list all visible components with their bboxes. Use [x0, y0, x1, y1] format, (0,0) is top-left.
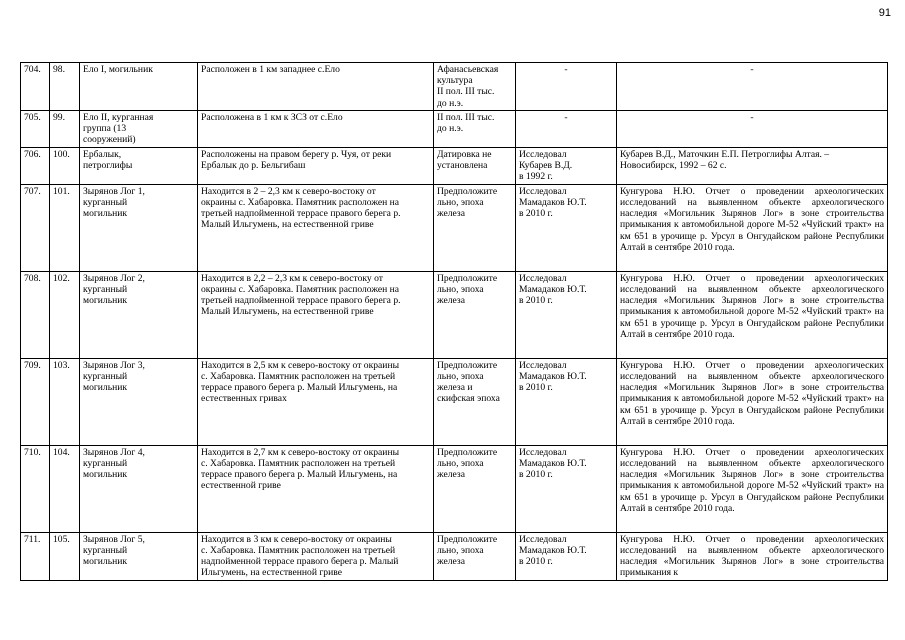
- monument-researcher: -: [516, 63, 617, 111]
- monument-dating: II пол. III тыс. до н.э.: [434, 110, 516, 147]
- monument-location: Расположен в 1 км западнее с.Ело: [198, 63, 434, 111]
- row-number: 708.: [21, 271, 50, 358]
- monument-dating: Афанасьевская культура II пол. III тыс. до н.э.: [434, 63, 516, 111]
- row-number: 709.: [21, 358, 50, 445]
- table-row: [21, 271, 888, 358]
- monument-dating: Предположите льно, эпоха железа и скифская эпоха: [434, 358, 516, 445]
- row-subnumber: 98.: [50, 63, 80, 111]
- page-number: 91: [878, 7, 891, 19]
- row-subnumber: 105.: [50, 532, 80, 580]
- monument-name: Ело II, курганная группа (13 сооружений): [80, 110, 198, 147]
- row-number: 711.: [21, 532, 50, 580]
- row-subnumber: 100.: [50, 147, 80, 184]
- row-subnumber: 101.: [50, 184, 80, 271]
- monument-researcher: Исследовал Мамадаков Ю.Т. в 2010 г.: [516, 445, 617, 532]
- monument-researcher: -: [516, 110, 617, 147]
- monument-literature: Кунгурова Н.Ю. Отчет о проведении археологических исследований на выявленном объекте археологического наследия «Могильник Зырянов Лог» в зоне строительства примыкания к автомобильной дороге М-52 «Чуйский тракт» на км 651 в урочище р. Урсул в Онгудайском районе Республики Алтай в сентябре 2010 года.: [617, 358, 888, 445]
- monument-location: Находится в 2,2 – 2,3 км к северо-востоку от окраины с. Хабаровка. Памятник расположен на третьей надпойменной террасе правого берега р. Малый Ильгумень, на естественной гриве: [198, 271, 434, 358]
- table-row: [21, 147, 888, 184]
- row-subnumber: 102.: [50, 271, 80, 358]
- monument-location: Расположены на правом берегу р. Чуя, от реки Ербалык до р. Бельгибаш: [198, 147, 434, 184]
- monument-name: Зырянов Лог 3, курганный могильник: [80, 358, 198, 445]
- monument-dating: Предположите льно, эпоха железа: [434, 184, 516, 271]
- table-row: [21, 445, 888, 532]
- monument-dating: Предположите льно, эпоха железа: [434, 445, 516, 532]
- monument-literature: Кунгурова Н.Ю. Отчет о проведении археологических исследований на выявленном объекте археологического наследия «Могильник Зырянов Лог» в зоне строительства примыкания к автомобильной дороге М-52 «Чуйский тракт» на км 651 в урочище р. Урсул в Онгудайском районе Республики Алтай в сентябре 2010 года.: [617, 445, 888, 532]
- row-number: 710.: [21, 445, 50, 532]
- table-row: [21, 63, 888, 111]
- monument-researcher: Исследовал Мамадаков Ю.Т. в 2010 г.: [516, 532, 617, 580]
- monuments-table: [20, 62, 888, 581]
- monument-researcher: Исследовал Мамадаков Ю.Т. в 2010 г.: [516, 358, 617, 445]
- table-row: [21, 110, 888, 147]
- row-number: 706.: [21, 147, 50, 184]
- row-number: 707.: [21, 184, 50, 271]
- row-subnumber: 99.: [50, 110, 80, 147]
- monument-name: Зырянов Лог 2, курганный могильник: [80, 271, 198, 358]
- monument-name: Зырянов Лог 1, курганный могильник: [80, 184, 198, 271]
- monument-literature: Кунгурова Н.Ю. Отчет о проведении археологических исследований на выявленном объекте археологического наследия «Могильник Зырянов Лог» в зоне строительства примыкания к: [617, 532, 888, 580]
- row-subnumber: 104.: [50, 445, 80, 532]
- monument-location: Расположена в 1 км к ЗСЗ от с.Ело: [198, 110, 434, 147]
- monument-literature: Кунгурова Н.Ю. Отчет о проведении археологических исследований на выявленном объекте археологического наследия «Могильник Зырянов Лог» в зоне строительства примыкания к автомобильной дороге М-52 «Чуйский тракт» на км 651 в урочище р. Урсул в Онгудайском районе Республики Алтай в сентябре 2010 года.: [617, 184, 888, 271]
- monument-location: Находится в 2,7 км к северо-востоку от окраины с. Хабаровка. Памятник расположен на третьей террасе правого берега р. Малый Ильгумень, на естественной гриве: [198, 445, 434, 532]
- monument-name: Зырянов Лог 5, курганный могильник: [80, 532, 198, 580]
- monument-location: Находится в 2 – 2,3 км к северо-востоку от окраины с. Хабаровка. Памятник расположен на третьей надпойменной террасе правого берега р. Малый Ильгумень, на естественной гриве: [198, 184, 434, 271]
- monument-name: Ербалык, петроглифы: [80, 147, 198, 184]
- monument-literature: Кубарев В.Д., Маточкин Е.П. Петроглифы Алтая. – Новосибирск, 1992 – 62 с.: [617, 147, 888, 184]
- monument-literature: -: [617, 63, 888, 111]
- monument-researcher: Исследовал Кубарев В.Д. в 1992 г.: [516, 147, 617, 184]
- monument-literature: -: [617, 110, 888, 147]
- monument-researcher: Исследовал Мамадаков Ю.Т. в 2010 г.: [516, 184, 617, 271]
- table-row: [21, 532, 888, 580]
- monument-dating: Предположите льно, эпоха железа: [434, 532, 516, 580]
- row-number: 704.: [21, 63, 50, 111]
- table-row: [21, 184, 888, 271]
- table-row: [21, 358, 888, 445]
- monument-location: Находится в 3 км к северо-востоку от окраины с. Хабаровка. Памятник расположен на третьей надпойменной террасе правого берега р. Малый Ильгумень, на естественной гриве: [198, 532, 434, 580]
- monument-researcher: Исследовал Мамадаков Ю.Т. в 2010 г.: [516, 271, 617, 358]
- row-number: 705.: [21, 110, 50, 147]
- row-subnumber: 103.: [50, 358, 80, 445]
- monument-literature: Кунгурова Н.Ю. Отчет о проведении археологических исследований на выявленном объекте археологического наследия «Могильник Зырянов Лог» в зоне строительства примыкания к автомобильной дороге М-52 «Чуйский тракт» на км 651 в урочище р. Урсул в Онгудайском районе Республики Алтай в сентябре 2010 года.: [617, 271, 888, 358]
- monument-name: Зырянов Лог 4, курганный могильник: [80, 445, 198, 532]
- monument-name: Ело I, могильник: [80, 63, 198, 111]
- monument-dating: Предположите льно, эпоха железа: [434, 271, 516, 358]
- monument-dating: Датировка не установлена: [434, 147, 516, 184]
- monument-location: Находится в 2,5 км к северо-востоку от окраины с. Хабаровка. Памятник расположен на третьей террасе правого берега р. Малый Ильгумень, на естественных гривах: [198, 358, 434, 445]
